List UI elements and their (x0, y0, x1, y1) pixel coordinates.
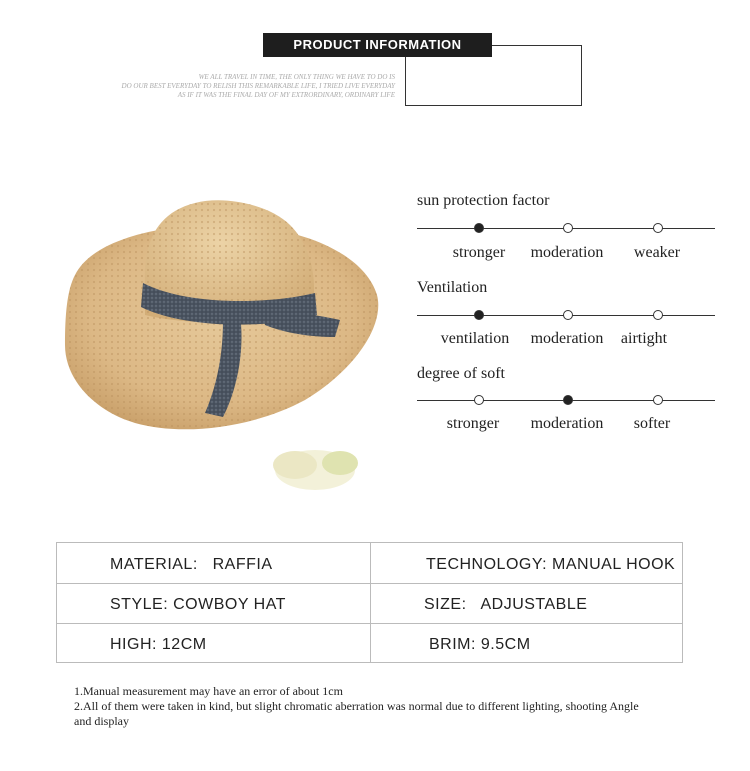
softness-title: degree of soft (417, 365, 505, 382)
spec-label: BRIM: (429, 636, 476, 653)
spec-divider (57, 583, 682, 584)
spec-label: SIZE: (424, 596, 467, 613)
sun-protection-title: sun protection factor (417, 192, 550, 209)
scale-dot-selected (474, 310, 484, 320)
spec-technology (426, 556, 675, 574)
note-line: 1.Manual measurement may have an error of about 1cm (74, 684, 343, 698)
spec-label: TECHNOLOGY: (426, 556, 548, 573)
spec-brim (429, 636, 531, 654)
spec-value: 12CM (161, 636, 207, 653)
spec-value: 9.5CM (480, 636, 531, 653)
scale-option: softer (633, 415, 671, 432)
scale-option: stronger (452, 244, 506, 261)
tagline-line: DO OUR BEST EVERYDAY TO RELISH THIS REMARKABLE LIFE, I TRIED LIVE EVERYDAY (121, 82, 395, 90)
spec-divider (57, 623, 682, 624)
hat-illustration (55, 165, 395, 490)
scale-dot (474, 395, 484, 405)
scale-dot-selected (563, 395, 573, 405)
note-line: 2.All of them were taken in kind, but slight chromatic aberration was normal due to different lighting, shooting Angle and display (74, 699, 639, 728)
scale-option: ventilation (440, 330, 510, 347)
scale-option: stronger (446, 415, 500, 432)
scale-option: moderation (530, 330, 604, 347)
scale-option: moderation (530, 415, 604, 432)
ventilation-title: Ventilation (417, 279, 488, 296)
scale-dot (653, 310, 663, 320)
product-information-badge: PRODUCT INFORMATION (263, 33, 492, 57)
header-tagline (60, 73, 395, 100)
spec-size (424, 596, 587, 614)
spec-style (110, 596, 286, 614)
spec-divider (370, 543, 371, 662)
spec-value: MANUAL HOOK (552, 556, 676, 573)
scale-option: moderation (530, 244, 604, 261)
spec-high (110, 636, 207, 654)
notes (74, 684, 654, 729)
spec-value: RAFFIA (212, 556, 273, 573)
spec-label: STYLE: (110, 596, 169, 613)
scale-option: weaker (633, 244, 681, 261)
spec-table (56, 542, 683, 663)
scale-dot (563, 310, 573, 320)
product-photo (55, 165, 395, 490)
spec-label: HIGH: (110, 636, 157, 653)
scale-dot (653, 223, 663, 233)
scale-dot-selected (474, 223, 484, 233)
scale-option: airtight (620, 330, 668, 347)
spec-label: MATERIAL: (110, 556, 198, 573)
spec-value: COWBOY HAT (173, 596, 286, 613)
scale-dot (563, 223, 573, 233)
scale-dot (653, 395, 663, 405)
tagline-line: AS IF IT WAS THE FINAL DAY OF MY EXTRORDINARY, ORDINARY LIFE (177, 91, 395, 99)
spec-material (110, 556, 273, 574)
spec-value: ADJUSTABLE (480, 596, 588, 613)
tagline-line: WE ALL TRAVEL IN TIME, THE ONLY THING WE HAVE TO DO IS (198, 73, 395, 81)
